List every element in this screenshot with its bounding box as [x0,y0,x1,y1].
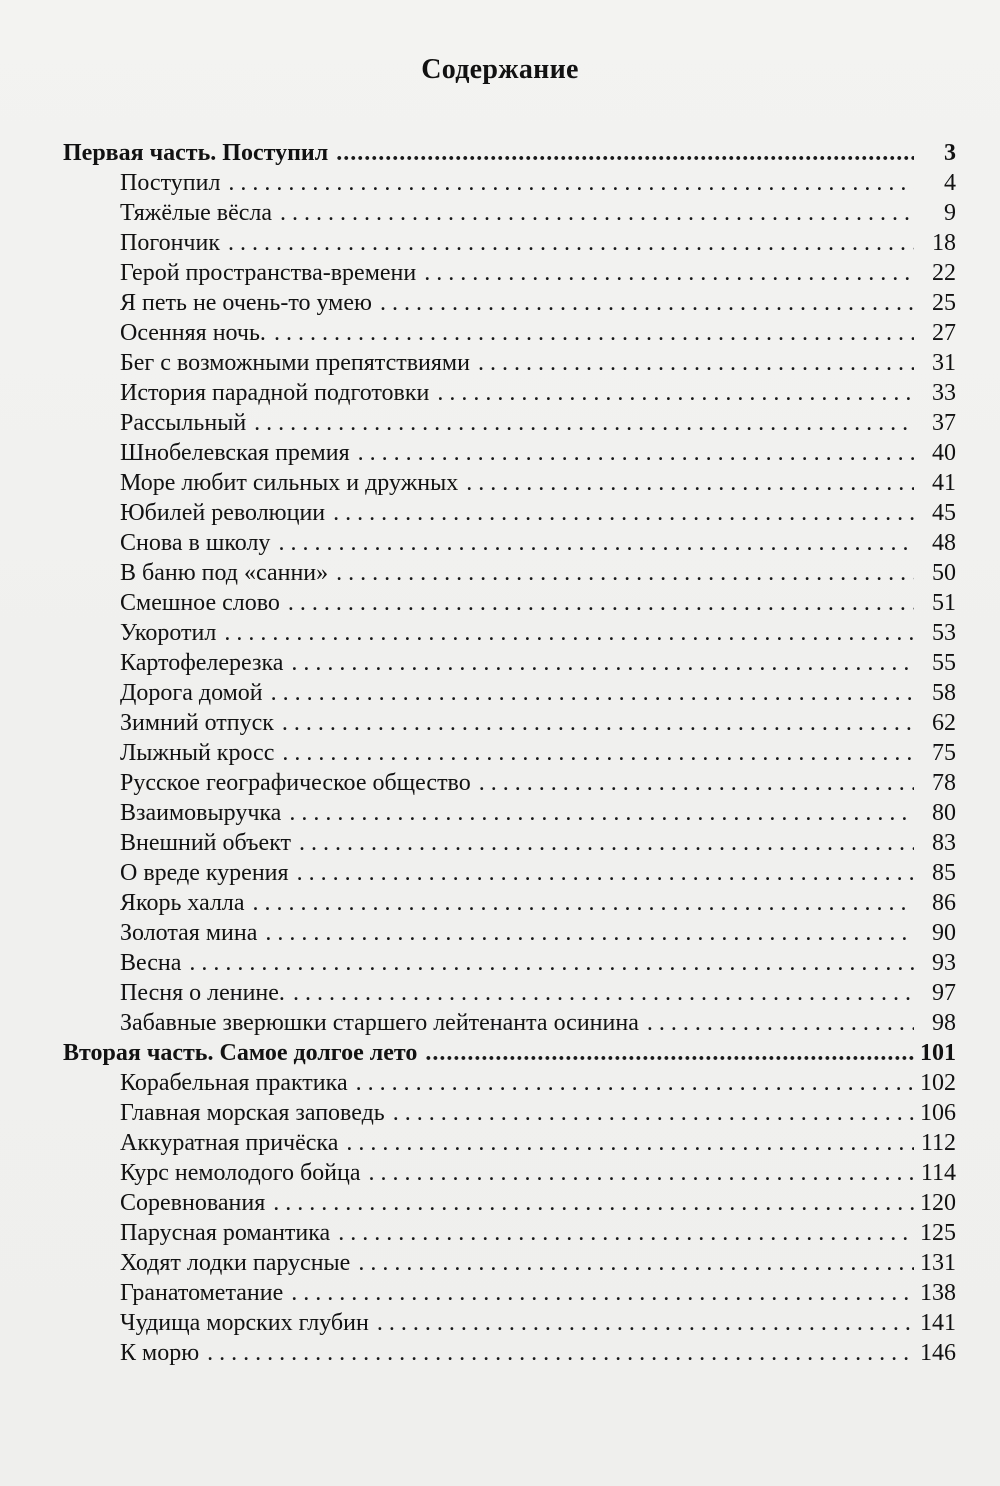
dot-leader [380,288,914,318]
toc-chapter-entry [0,558,1000,588]
toc-entry-title: Якорь халла [120,890,245,916]
dot-leader [271,678,914,708]
toc-entry-title: Картофелерезка [120,650,284,676]
dot-leader [346,1128,914,1158]
toc-chapter-entry [0,1098,1000,1128]
dot-leader [297,858,914,888]
toc-entry-title: Укоротил [120,620,217,646]
toc-entry-page-number: 27 [932,320,956,346]
dot-leader [358,1248,914,1278]
toc-entry-page-number: 131 [920,1250,956,1276]
toc-chapter-entry [0,378,1000,408]
dot-leader [278,528,914,558]
toc-entry-title: Парусная романтика [120,1220,331,1246]
toc-entry-title: Первая часть. Поступил [63,140,329,166]
toc-entry-page-number: 9 [944,200,956,226]
toc-chapter-entry [0,618,1000,648]
toc-entry-page-number: 50 [932,560,956,586]
toc-entry-title: Море любит сильных и дружных [120,470,459,496]
toc-entry-title: Соревнования [120,1190,266,1216]
toc-entry-page-number: 102 [920,1070,956,1096]
toc-entry-page-number: 120 [920,1190,956,1216]
dot-leader [338,1218,914,1248]
toc-entry-title: Поступил [120,170,221,196]
dot-leader [265,918,914,948]
toc-entry-page-number: 97 [932,980,956,1006]
dot-leader [288,588,914,618]
toc-entry-title: Герой пространства-времени [120,260,417,286]
toc-entry-title: Чудища морских глубин [120,1310,369,1336]
toc-entry-title: К морю [120,1340,200,1366]
dot-leader [299,828,914,858]
toc-entry-title: Рассыльный [120,410,247,436]
toc-entry-page-number: 141 [920,1310,956,1336]
toc-entry-title: Весна [120,950,182,976]
toc-entry-page-number: 48 [932,530,956,556]
toc-chapter-entry [0,588,1000,618]
toc-entry-title: Забавные зверюшки старшего лейтенанта осинина [120,1010,639,1036]
toc-chapter-entry [0,1188,1000,1218]
toc-entry-title: Погончик [120,230,220,256]
toc-entry-title: Шнобелевская премия [120,440,350,466]
toc-part-entry [0,1038,1000,1068]
toc-chapter-entry [0,348,1000,378]
toc-entry-page-number: 41 [932,470,956,496]
toc-entry-page-number: 37 [932,410,956,436]
dot-leader [282,708,914,738]
toc-entry-title: Лыжный кросс [120,740,275,766]
dot-leader [228,168,914,198]
toc-entry-title: В баню под «санни» [120,560,329,586]
toc-entry-page-number: 58 [932,680,956,706]
dot-leader [273,1188,914,1218]
toc-entry-page-number: 101 [920,1040,956,1066]
dot-leader [282,738,914,768]
toc-chapter-entry [0,498,1000,528]
dot-leader [466,468,914,498]
dot-leader [437,378,914,408]
toc-chapter-entry [0,168,1000,198]
toc-entry-title: Снова в школу [120,530,271,556]
toc-entry-page-number: 112 [920,1130,956,1156]
toc-chapter-entry [0,318,1000,348]
dot-leader [291,648,914,678]
toc-entry-page-number: 106 [920,1100,956,1126]
dot-leader [189,948,914,978]
toc-chapter-entry [0,1158,1000,1188]
toc-entry-page-number: 51 [932,590,956,616]
toc-entry-title: Я петь не очень-то умею [120,290,372,316]
toc-entry-page-number: 146 [920,1340,956,1366]
toc-chapter-entry [0,1248,1000,1278]
toc-part-entry [0,138,1000,168]
dot-leader [280,198,914,228]
toc-entry-page-number: 25 [932,290,956,316]
toc-entry-title: Песня о ленине. [120,980,285,1006]
dot-leader [224,618,914,648]
toc-chapter-entry [0,1068,1000,1098]
dot-leader [369,1158,914,1188]
toc-chapter-entry [0,768,1000,798]
toc-chapter-entry [0,1308,1000,1338]
toc-entry-title: Бег с возможными препятствиями [120,350,470,376]
toc-entry-title: История парадной подготовки [120,380,430,406]
toc-entry-page-number: 86 [932,890,956,916]
dot-leader [479,768,914,798]
dot-leader [358,438,914,468]
dot-leader [274,318,914,348]
toc-chapter-entry [0,258,1000,288]
toc-entry-page-number: 33 [932,380,956,406]
page-title: Содержание [421,54,579,85]
toc-entry-page-number: 62 [932,710,956,736]
toc-chapter-entry [0,828,1000,858]
toc-chapter-entry [0,1008,1000,1038]
dot-leader [253,888,914,918]
toc-chapter-entry [0,648,1000,678]
toc-entry-title: Взаимовыручка [120,800,282,826]
dot-leader [356,1068,914,1098]
toc-entry-page-number: 3 [944,140,956,166]
toc-entry-title: Тяжёлые вёсла [120,200,273,226]
dot-leader [254,408,914,438]
dot-leader [333,498,914,528]
toc-entry-title: Вторая часть. Самое долгое лето [63,1040,418,1066]
toc-chapter-entry [0,738,1000,768]
dot-leader [336,558,914,588]
toc-entry-title: Осенняя ночь. [120,320,266,346]
toc-entry-page-number: 90 [932,920,956,946]
toc-entry-title: Ходят лодки парусные [120,1250,351,1276]
toc-chapter-entry [0,978,1000,1008]
toc-chapter-entry [0,438,1000,468]
toc-chapter-entry [0,468,1000,498]
toc-entry-page-number: 53 [932,620,956,646]
toc-entry-title: Дорога домой [120,680,263,706]
toc-chapter-entry [0,288,1000,318]
toc-entry-page-number: 138 [920,1280,956,1306]
toc-entry-page-number: 78 [932,770,956,796]
toc-chapter-entry [0,228,1000,258]
dot-leader [207,1338,914,1368]
toc-chapter-entry [0,1218,1000,1248]
toc-entry-page-number: 125 [920,1220,956,1246]
toc-chapter-entry [0,798,1000,828]
toc-entry-page-number: 18 [932,230,956,256]
toc-chapter-entry [0,678,1000,708]
dot-leader [228,228,914,258]
toc-chapter-entry [0,918,1000,948]
toc-entry-title: Русское географическое общество [120,770,471,796]
toc-chapter-entry [0,1128,1000,1158]
toc-entry-page-number: 114 [920,1160,956,1186]
toc-chapter-entry [0,198,1000,228]
dot-leader [647,1008,914,1038]
toc-entry-title: Главная морская заповедь [120,1100,385,1126]
toc-chapter-entry [0,1278,1000,1308]
toc-entry-title: Золотая мина [120,920,258,946]
toc-chapter-entry [0,1338,1000,1368]
toc-chapter-entry [0,948,1000,978]
toc-chapter-entry [0,888,1000,918]
toc-entry-title: О вреде курения [120,860,289,886]
toc-entry-page-number: 93 [932,950,956,976]
dot-leader [289,798,914,828]
toc-entry-title: Зимний отпуск [120,710,274,736]
toc-entry-page-number: 4 [944,170,956,196]
toc-entry-title: Гранатометание [120,1280,284,1306]
toc-entry-title: Аккуратная причёска [120,1130,339,1156]
toc-entry-title: Курс немолодого бойца [120,1160,361,1186]
toc-entry-title: Корабельная практика [120,1070,348,1096]
toc-entry-page-number: 55 [932,650,956,676]
toc-entry-page-number: 45 [932,500,956,526]
toc-entry-title: Смешное слово [120,590,280,616]
toc-entry-title: Внешний объект [120,830,292,856]
toc-entry-page-number: 22 [932,260,956,286]
toc-entry-page-number: 85 [932,860,956,886]
toc-entry-page-number: 31 [932,350,956,376]
toc-entry-page-number: 83 [932,830,956,856]
toc-entry-page-number: 40 [932,440,956,466]
toc-chapter-entry [0,858,1000,888]
dot-leader [478,348,914,378]
toc-chapter-entry [0,408,1000,438]
toc-entry-page-number: 80 [932,800,956,826]
toc-entry-page-number: 98 [932,1010,956,1036]
dot-leader [291,1278,914,1308]
toc-chapter-entry [0,708,1000,738]
dot-leader [293,978,914,1008]
toc-entry-title: Юбилей революции [120,500,326,526]
dot-leader [377,1308,914,1338]
toc-entry-page-number: 75 [932,740,956,766]
dot-leader [425,1038,914,1068]
table-of-contents [0,138,1000,1368]
dot-leader [424,258,914,288]
toc-chapter-entry [0,528,1000,558]
dot-leader [393,1098,914,1128]
dot-leader [336,138,914,168]
